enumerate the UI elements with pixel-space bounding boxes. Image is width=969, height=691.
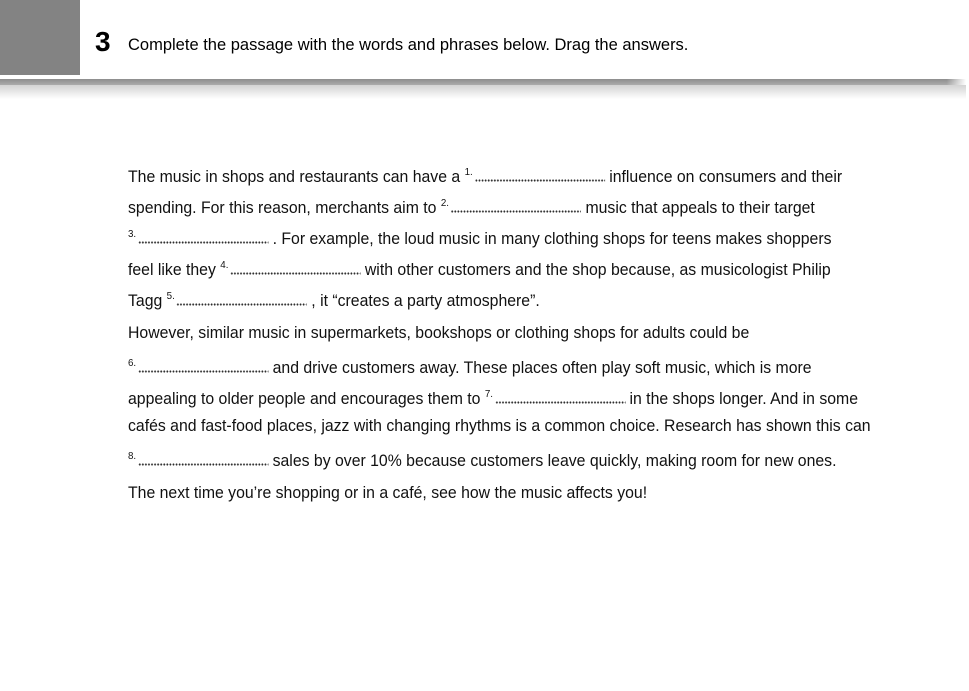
blank-6[interactable] [128, 348, 268, 383]
blank-7[interactable] [485, 379, 625, 414]
passage-line [128, 281, 872, 312]
header-divider-shadow [0, 85, 966, 99]
passage-line [128, 379, 872, 410]
passage-line [128, 317, 872, 348]
instruction-text: Complete the passage with the words and phrases below. Drag the answers. [128, 36, 689, 54]
passage-text: cafés and fast-food places, jazz with changing rhythms is a common choice. Research has shown this can [128, 416, 871, 435]
blank-dotted-line[interactable] [138, 452, 268, 466]
blank-number: 8. [128, 450, 137, 462]
blank-number: 2. [440, 197, 449, 209]
passage-text: sales by over 10% because customers leave quickly, making room for new ones. [268, 451, 837, 470]
passage-line [128, 441, 872, 472]
paragraph [128, 157, 928, 312]
passage-text: in the shops longer. And in some [625, 389, 859, 408]
blank-4[interactable] [220, 250, 360, 285]
blank-number: 1. [464, 166, 473, 178]
paragraph [128, 317, 928, 472]
passage-line [128, 219, 872, 250]
blank-3[interactable] [128, 219, 268, 254]
blank-number: 5. [166, 290, 175, 302]
blank-number: 4. [220, 259, 229, 271]
passage-text: , it “creates a party atmosphere”. [306, 291, 540, 310]
exercise-number: 3 [95, 26, 111, 57]
passage-line [128, 157, 872, 188]
blank-dotted-line[interactable] [138, 359, 268, 373]
passage-line [128, 250, 872, 281]
passage-line [128, 477, 872, 508]
blank-dotted-line[interactable] [475, 168, 605, 182]
blank-number: 7. [484, 388, 494, 400]
passage-text: The next time you’re shopping or in a café, see how the music affects you! [128, 483, 648, 502]
blank-8[interactable] [128, 441, 268, 476]
passage-text: The music in shops and restaurants can have a [128, 167, 465, 186]
blank-dotted-line[interactable] [495, 390, 625, 404]
passage-line [128, 188, 872, 219]
passage-line [128, 348, 872, 379]
passage-text: appealing to older people and encourages them to [128, 389, 485, 408]
passage-text: music that appeals to their target [581, 198, 815, 217]
blank-dotted-line[interactable] [177, 292, 307, 306]
passage-text: . For example, the loud music in many clothing shops for teens makes shoppers [268, 229, 832, 248]
passage-text: However, similar music in supermarkets, bookshops or clothing shops for adults could be [128, 323, 750, 342]
passage-text: influence on consumers and their [604, 167, 843, 186]
blank-dotted-line[interactable] [451, 199, 581, 213]
blank-1[interactable] [465, 157, 605, 192]
blank-number: 6. [128, 357, 137, 369]
passage-text: Tagg [128, 291, 167, 310]
passage-text: feel like they [128, 260, 221, 279]
paragraph [128, 477, 928, 508]
passage-text: spending. For this reason, merchants aim to [128, 198, 441, 217]
passage-line [128, 410, 872, 441]
passage [128, 157, 928, 513]
blank-dotted-line[interactable] [230, 261, 360, 275]
passage-text: with other customers and the shop because, as musicologist Philip [360, 260, 831, 279]
passage-text: and drive customers away. These places often play soft music, which is more [268, 358, 812, 377]
blank-dotted-line[interactable] [138, 230, 268, 244]
blank-2[interactable] [441, 188, 581, 223]
blank-number: 3. [128, 228, 137, 240]
blank-5[interactable] [167, 281, 307, 316]
corner-decoration-square [0, 0, 80, 75]
